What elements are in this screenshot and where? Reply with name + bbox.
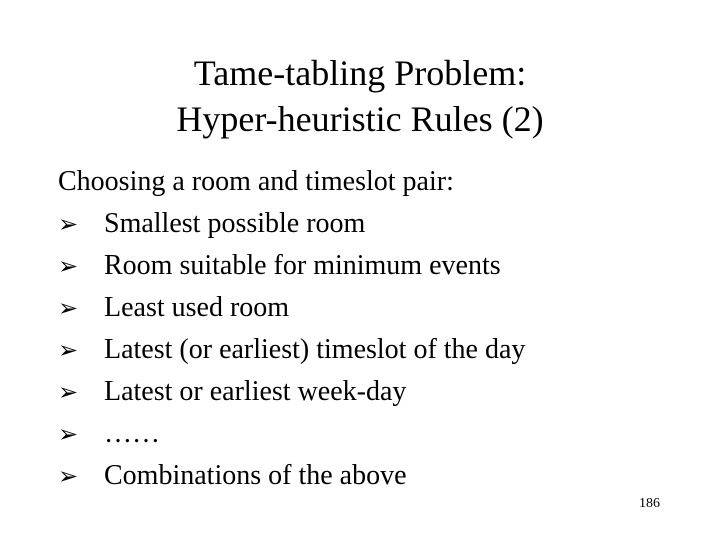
bullet-text: Room suitable for minimum events [104, 250, 501, 281]
bullet-text: …… [104, 418, 160, 449]
arrow-bullet-icon: ➢ [58, 252, 79, 280]
bullet-item [58, 245, 678, 287]
arrow-bullet-icon: ➢ [58, 294, 79, 322]
bullet-text: Latest (or earliest) timeslot of the day [104, 334, 526, 365]
bullet-item [58, 413, 678, 455]
bullet-item [58, 371, 678, 413]
bullet-item [58, 203, 678, 245]
arrow-bullet-icon: ➢ [58, 210, 79, 238]
arrow-bullet-icon: ➢ [58, 378, 79, 406]
bullet-list [58, 203, 678, 497]
arrow-bullet-icon: ➢ [58, 336, 79, 364]
bullet-item [58, 455, 678, 497]
bullet-text: Latest or earliest week-day [104, 376, 407, 407]
bullet-text: Smallest possible room [104, 208, 366, 239]
title-line-2: Hyper-heuristic Rules (2) [176, 99, 544, 139]
slide-body [58, 161, 678, 497]
bullet-text: Least used room [104, 292, 290, 323]
arrow-bullet-icon: ➢ [58, 420, 79, 448]
title-line-1: Tame-tabling Problem: [193, 53, 527, 93]
bullet-text: Combinations of the above [104, 460, 407, 491]
intro-text: Choosing a room and timeslot pair: [58, 166, 454, 197]
bullet-item [58, 329, 678, 371]
page-number: 186 [639, 496, 660, 511]
arrow-bullet-icon: ➢ [58, 462, 79, 490]
bullet-item [58, 287, 678, 329]
slide-title [100, 50, 620, 142]
